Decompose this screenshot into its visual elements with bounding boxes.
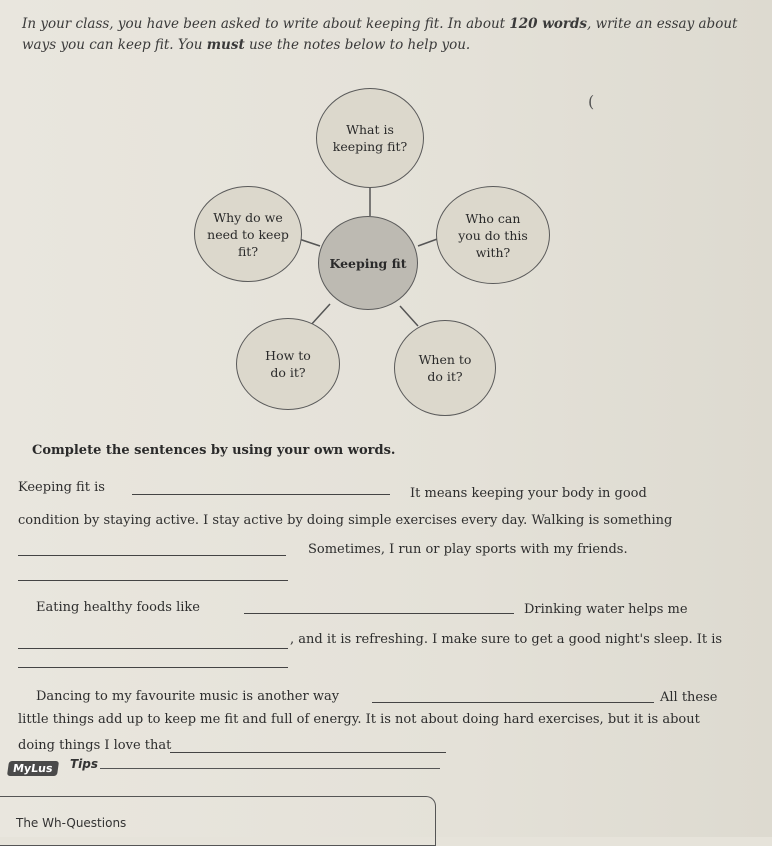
sentence-1-end: It means keeping your body in good <box>410 486 647 501</box>
word-count: 120 words <box>509 16 588 32</box>
sentence-5-end: , and it is refreshing. I make sure to get a good night's sleep. It is <box>290 632 723 647</box>
tips-subtitle: The Wh-Questions <box>16 816 127 830</box>
sentence-4-end: Drinking water helps me <box>524 602 688 617</box>
sentence-8-start: doing things I love that <box>18 738 172 753</box>
intro-text-1: In your class, you have been asked to write about keeping fit. In about <box>22 16 510 32</box>
margin-mark: ( <box>588 92 595 111</box>
mindmap-node-how: How to do it? <box>236 318 340 410</box>
answer-blank-1[interactable] <box>132 494 390 495</box>
mylus-logo: MyLus <box>7 761 59 776</box>
tips-divider <box>100 768 440 769</box>
answer-blank-3[interactable] <box>18 580 288 581</box>
answer-blank-4[interactable] <box>244 613 514 614</box>
intro-text-1b: , write an essay about <box>587 16 738 32</box>
answer-blank-2[interactable] <box>18 555 286 556</box>
must-emphasis: must <box>206 37 245 53</box>
mindmap-node-keeping-fit: Keeping fit <box>318 216 418 310</box>
intro-text-2b: use the notes below to help you. <box>244 37 471 53</box>
tips-label: Tips <box>70 757 99 771</box>
mindmap-node-when: When to do it? <box>394 320 496 416</box>
answer-blank-8[interactable] <box>170 752 446 753</box>
sentence-7: little things add up to keep me fit and full of energy. It is not about doing hard exercises, but it is about <box>18 712 700 727</box>
answer-blank-6[interactable] <box>18 667 288 668</box>
sentence-2: condition by staying active. I stay active by doing simple exercises every day. Walking is something <box>18 513 673 528</box>
exercise-heading: Complete the sentences by using your own words. <box>32 443 396 458</box>
answer-blank-7[interactable] <box>372 702 654 703</box>
mindmap-node-why: Why do we need to keep fit? <box>194 186 302 282</box>
mindmap-node-who: Who can you do this with? <box>436 186 550 284</box>
sentence-6-start: Dancing to my favourite music is another way <box>36 689 340 704</box>
task-instructions <box>22 14 752 56</box>
mindmap-node-what-is: What is keeping fit? <box>316 88 424 188</box>
intro-text-2: ways you can keep fit. You <box>22 37 207 53</box>
sentence-1-start: Keeping fit is <box>18 480 105 495</box>
sentence-3-end: Sometimes, I run or play sports with my friends. <box>308 542 628 557</box>
connector-bottom-right <box>400 306 418 326</box>
sentence-6-end: All these <box>660 690 718 705</box>
answer-blank-5[interactable] <box>18 648 288 649</box>
sentence-4-start: Eating healthy foods like <box>36 600 200 615</box>
